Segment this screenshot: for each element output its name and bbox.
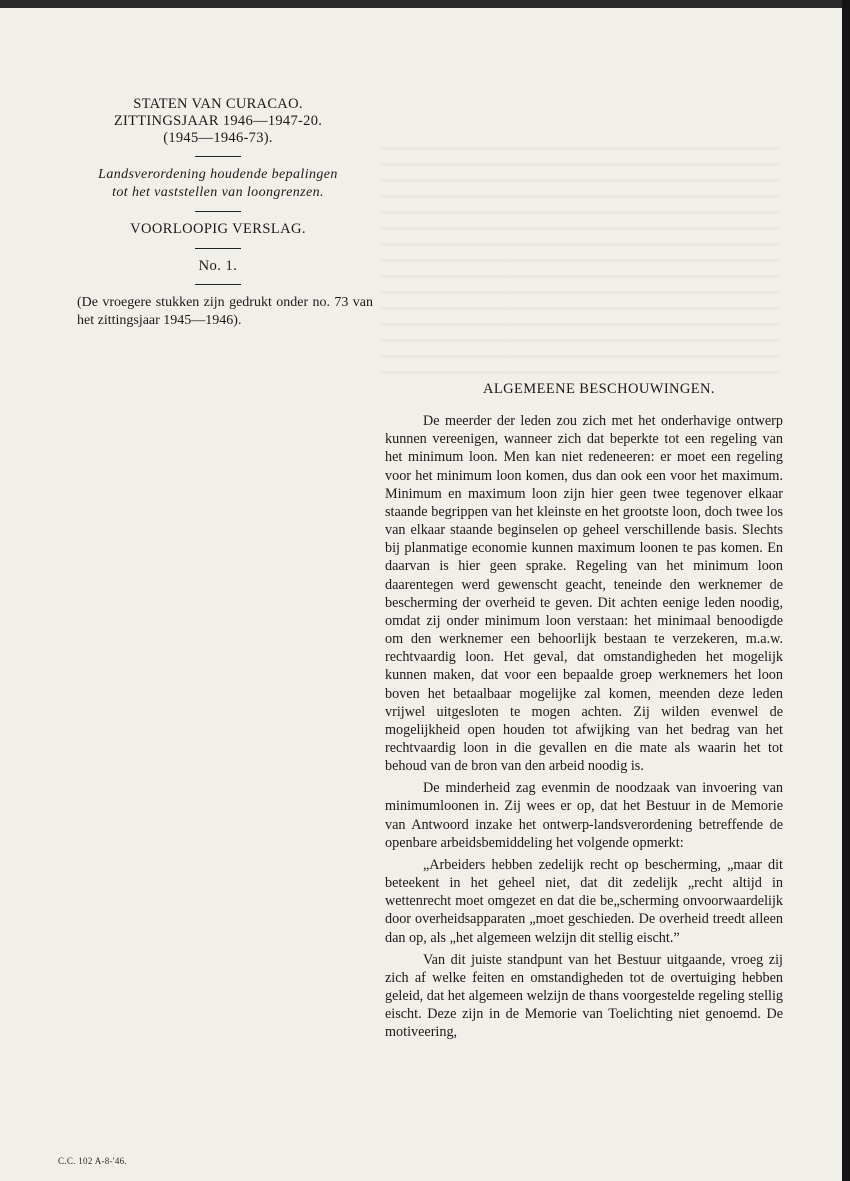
divider [195,248,241,249]
paragraph: De minderheid zag evenmin de noodzaak van invoering van minimumloonen in. Zij wees er op, dat het Bestuur in de Memorie van Antwoord inzake het ontwerp-landsverordening betreffende de openbare arbeidsbemiddeling het volgende opmerkt: [385,780,783,851]
subject-line-1: Landsverordening houdende bepalingen [98,167,338,182]
printer-code: C.C. 102 A-8-'46. [58,1156,127,1166]
divider [195,211,241,212]
report-number: No. 1. [198,258,238,274]
quotation-paragraph: „Arbeiders hebben zedelijk recht op bescherming, „maar dit beteekent in het geheel niet, dat dit zedelijk „recht altijd in wettenrecht moet omgezet en dat die be„scherming onvoorwaardelijk door overheidsapparaten „moet geschieden. De overheid treedt alleen dan op, als „het algemeen welzijn dit stellig eischt.” [385,856,783,946]
header-note: (De vroegere stukken zijn gedrukt onder no. 73 van het zittingsjaar 1945—1946). [77,295,373,328]
header-line-1: STATEN VAN CURACAO. [133,96,303,112]
header-line-2: ZITTINGSJAAR 1946—1947-20. [113,113,323,129]
document-page [0,8,842,1181]
divider [195,156,241,157]
divider [195,284,241,285]
document-header [40,96,396,330]
report-title: VOORLOOPIG VERSLAG. [130,221,306,237]
subject-line-2: tot het vaststellen van loongrenzen. [112,185,324,200]
section-title: ALGEMEENE BESCHOUWINGEN. [483,381,715,397]
header-line-3: (1945—1946-73). [163,130,273,146]
scan-border [842,0,850,1181]
paragraph: Van dit juiste standpunt van het Bestuur uitgaande, vroeg zij zich af welke feiten en omstandigheden tot de overtuiging hebben geleid, dat het algemeen welzijn de thans voorgestelde regeling stellig eischt. Deze zijn in de Memorie van Toelichting niet genoemd. De motiveering, [385,951,783,1041]
paragraph: De meerder der leden zou zich met het onderhavige ontwerp kunnen vereenigen, wanneer zich dat beperkte tot een regeling van het minimum loon. Men kan niet redeneeren: er moet een regeling voor het minimum loon komen, dus dan ook een voor het maximum. Minimum en maximum loon zijn hier geen twee tegenover elkaar staande begrippen van het kleinste en het grootste loon, doch twee los van elkaar staande beginselen op geheel verschillende basis. Slechts bij planmatige economie kunnen maximum loonen te pas komen. En daarvan is hier geen sprake. Regeling van het minimum loon daarentegen werd gewenscht geacht, teneinde den werknemer de bescherming der overheid te geven. Dit achten eenige leden noodig, omdat zij onder minimum loon verstaan: het minimaal benoodigde om den werknemer een behoorlijk bestaan te verzekeren, m.a.w. rechtvaardig loon. Het geval, dat omstandigheden het mogelijk kunnen maken, dat voor een bepaalde groep werknemers het loon boven het betaalbaar mogelijke zal komen, meenden deze leden vrijwel uitgesloten te mogen achten. Zij wilden evenwel de mogelijkheid open houden tot afwijking van het bedrag van het rechtvaardig loon in die gevallen en die mate als waarin het tot behoud van de bron van den arbeid noodig is. [385,413,783,775]
body-column [385,380,783,1045]
bleed-through-texture [380,134,780,379]
